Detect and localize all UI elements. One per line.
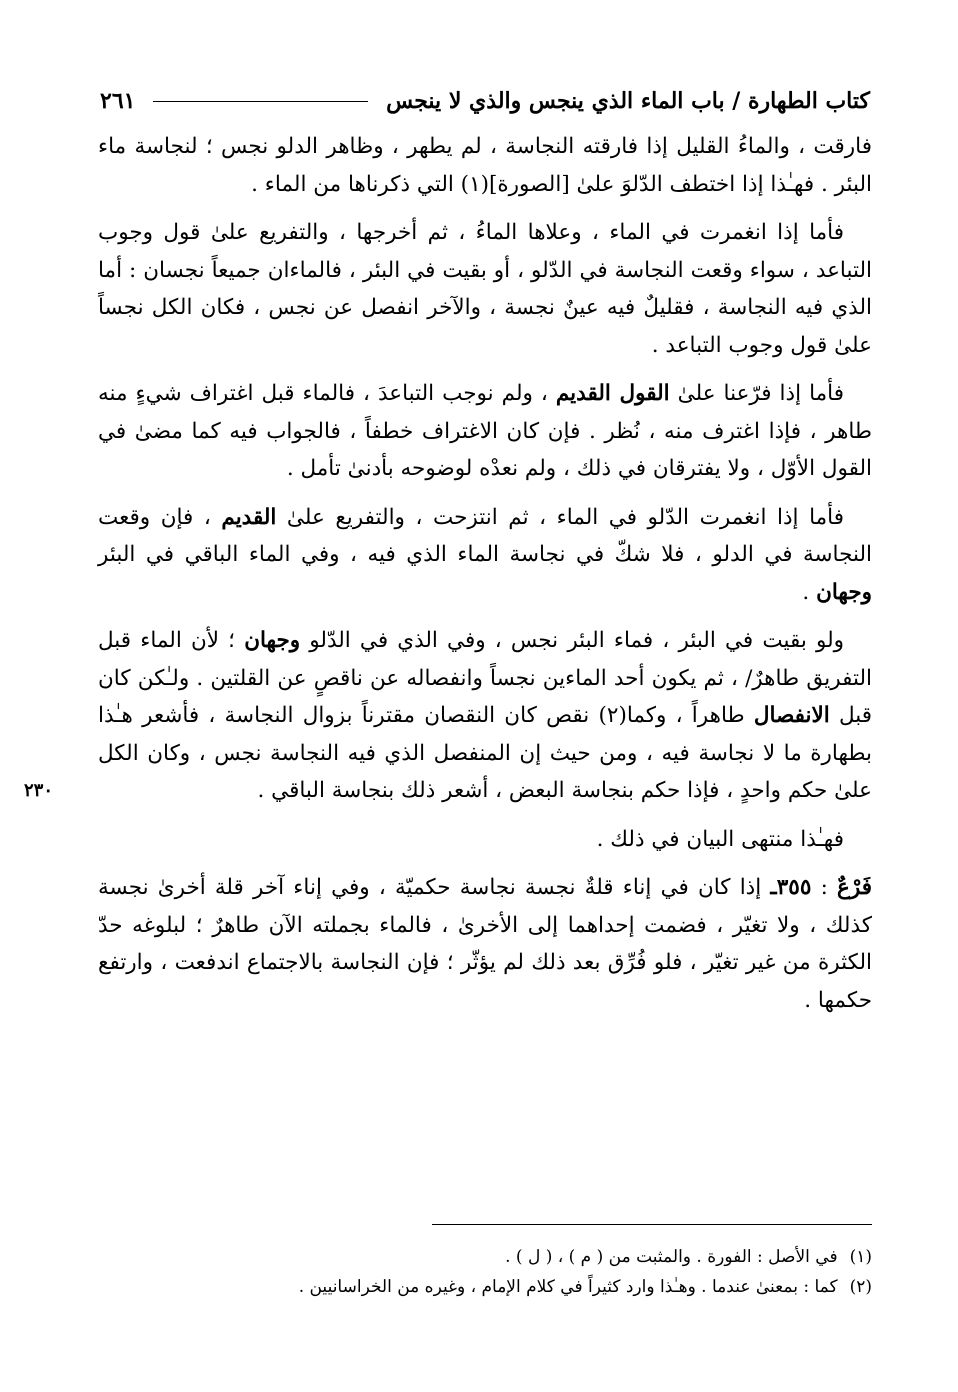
paragraph-text: فأما إذا فرّعنا علىٰ [669,381,844,406]
margin-folio-number: ٢٣٠ [24,780,54,801]
paragraph-text: طاهراً ، وكما(٢) نقص كان النقصان مقترناً بزوال النجاسة ، فأشعر هـٰذا بطهارة ما لا نجاسة فيه ، ومن حيث إن المنفصل الذي فيه النجاسة نجس ، وكان الكل علىٰ حكم واحدٍ ، فإذا حكم بنجاسة البعض ، أشعر ذلك بنجاسة الباقي . [98,703,872,803]
bold-term: القول القديم [555,381,670,406]
paragraph-6 [98,821,872,859]
paragraph-text: فارقت ، والماءُ القليل إذا فارقته النجاسة ، لم يطهر ، وظاهر الدلو نجس ؛ لنجاسة ماء البئر . فهـٰذا إذا اختطف الدّلوَ علىٰ [الصورة](١) التي ذكرناها من الماء . [98,134,872,197]
bold-term: القديم [221,504,277,530]
paragraph-text: فأما إذا انغمرت الدّلو في الماء ، ثم انتزحت ، والتفريع علىٰ [276,504,844,530]
footnote-text: كما : بمعنىٰ عندما . وهـٰذا وارد كثيراً في كلام الإمام ، وغيره من الخراسانيين . [298,1277,838,1297]
footnote-divider [432,1224,872,1225]
bold-term: وجهان [244,628,301,653]
header-rule [153,101,368,102]
paragraph-4 [98,499,872,612]
paragraph-text: ؛ لأن الماء قبل التفريق طاهرٌ/ ، ثم يكون أحد الماءين نجساً وانفصاله عن ناقصٍ عن القلتين . ولـٰكن كان قبل [98,628,873,728]
footnote-1 [98,1242,872,1272]
paragraph-text: فهـٰذا منتهى البيان في ذلك . [596,826,844,852]
paragraph-5 [98,622,872,810]
paragraph-1 [98,128,872,203]
paragraph-text: ولو بقيت في البئر ، فماء البئر نجس ، وفي الذي في الدّلو [300,628,845,653]
issue-number: ٣٥٥ـ [770,875,812,900]
footnotes [98,1242,872,1302]
branch-label: فَرْعٌ [837,875,872,900]
footnote-2 [98,1272,872,1302]
paragraph-text: ، فإن وقعت النجاسة في الدلو ، فلا شكّ في نجاسة الماء الذي فيه ، وفي الماء الباقي في البئر [98,504,872,567]
paragraph-text: . [802,579,817,605]
bold-term: وجهان [816,579,872,605]
paragraph-text: فأما إذا انغمرت في الماء ، وعلاها الماءُ ، ثم أخرجها ، والتفريع علىٰ قول وجوب التباعد ، سواء وقعت النجاسة في الدّلو ، أو بقيت في البئر ، فالماءان جميعاً نجسان : أما الذي فيه النجاسة ، فقليلٌ فيه عينٌ نجسة ، والآخر انفصل عن نجس ، فكان الكل نجساً علىٰ قول وجوب التباعد . [98,220,872,358]
running-header [100,84,870,118]
page-number: ٢٦١ [100,88,136,114]
main-text [98,128,872,1019]
footnote-number: (١) [849,1247,872,1267]
footnote-number: (٢) [849,1277,872,1297]
paragraph-text: إذا كان في إناء قلةٌ نجسة نجاسة حكميّة ، وفي إناء آخر قلة أخرىٰ نجسة كذلك ، ولا تغيّر ، فضمت إحداهما إلى الأخرىٰ ، فالماء بجملته الآن طاهرٌ ؛ لبلوغه حدّ الكثرة من غير تغيّر ، فلو فُرِّق بعد ذلك لم يؤثّر ؛ فإن النجاسة بالاجتماع اندفعت ، وارتفع حكمها . [98,875,872,1013]
bold-term: الانفصال [753,703,830,728]
header-title: كتاب الطهارة / باب الماء الذي ينجس والذي لا ينجس [386,88,870,114]
paragraph-text: ، ولم نوجب التباعدَ ، فالماء قبل اغتراف شيءٍ منه طاهر ، فإذا اغترف منه ، نُظر . فإن كان الاغتراف خطفاً ، فالجواب فيه كما مضىٰ في القول الأوّل ، ولا يفترقان في ذلك ، ولم نعدْه لوضوحه بأدنىٰ تأمل . [98,381,872,481]
footnote-text: في الأصل : الفورة . والمثبت من ( م ) ، ( ل ) . [505,1247,838,1267]
paragraph-2 [98,214,872,364]
paragraph-7-branch [98,869,872,1019]
paragraph-text: : [811,875,837,900]
paragraph-3 [98,375,872,488]
